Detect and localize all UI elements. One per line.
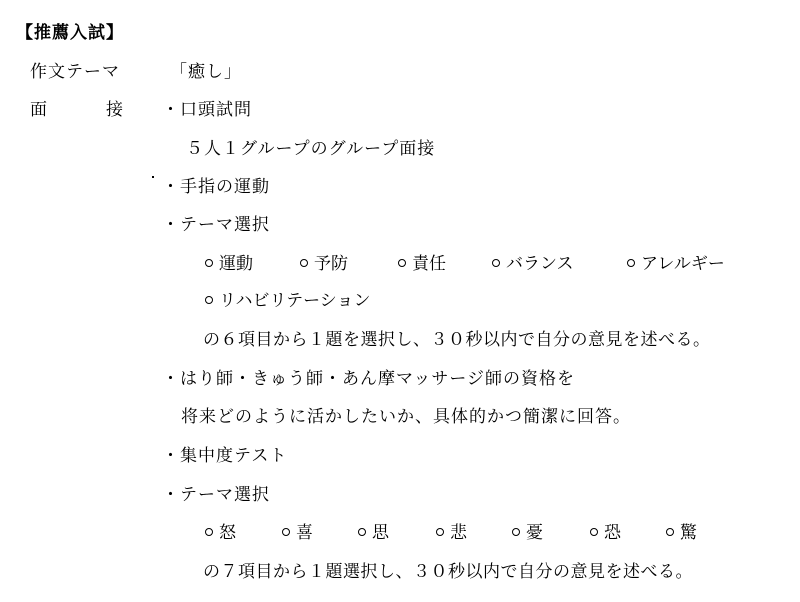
emotion-option [282,523,313,543]
circle-bullet-icon [627,259,635,267]
group-interview-text: ５人１グループのグループ面接 [186,139,436,159]
section-heading: 【推薦入試】 [16,23,124,43]
option-label: 悲 [450,523,467,543]
circle-bullet-icon [512,528,520,536]
qualification-continued: 将来どのように活かしたいか、具体的かつ簡潔に回答。 [181,407,631,427]
theme-select-item-2: ・テーマ選択 [162,485,270,505]
theme-select-item: ・テーマ選択 [162,215,270,235]
emotion-option [205,523,236,543]
option-item [627,254,725,274]
circle-bullet-icon [282,528,290,536]
option-label: バランス [506,254,574,274]
option-item [492,254,574,274]
option-label: 運動 [219,254,253,274]
finger-exercise-item: ・手指の運動 [162,177,270,197]
emotion-option [436,523,467,543]
circle-bullet-icon [205,528,213,536]
option-label: アレルギー [641,254,725,274]
option-label: 思 [372,523,389,543]
option-label: 驚 [680,523,697,543]
stray-dot [152,176,154,178]
emotion-option [358,523,389,543]
qualification-item: ・はり師・きゅう師・あん摩マッサージ師の資格を [162,369,575,389]
option-label: 予防 [314,254,348,274]
circle-bullet-icon [398,259,406,267]
instruction-text-1: の６項目から１題を選択し、３０秒以内で自分の意見を述べる。 [203,330,711,350]
essay-label: 作文テーマ [30,62,120,82]
instruction-text-2: の７項目から１題選択し、３０秒以内で自分の意見を述べる。 [203,562,693,582]
circle-bullet-icon [358,528,366,536]
interview-label-right: 接 [106,100,124,120]
option-label: 怒 [219,523,236,543]
option-label: 喜 [296,523,313,543]
circle-bullet-icon [300,259,308,267]
circle-bullet-icon [590,528,598,536]
option-label: 責任 [412,254,446,274]
circle-bullet-icon [492,259,500,267]
emotion-option [590,523,621,543]
concentration-test-item: ・集中度テスト [162,446,288,466]
option-item [205,254,253,274]
option-label: 恐 [604,523,621,543]
emotion-option [512,523,543,543]
interview-label-left: 面 [30,100,48,120]
option-item [205,291,370,311]
option-item [300,254,348,274]
option-item [398,254,446,274]
emotion-option [666,523,697,543]
option-label: リハビリテーション [219,291,371,311]
circle-bullet-icon [666,528,674,536]
circle-bullet-icon [205,259,213,267]
circle-bullet-icon [205,296,213,304]
circle-bullet-icon [436,528,444,536]
option-label: 憂 [526,523,543,543]
essay-theme: 「癒し」 [170,62,242,82]
oral-exam-item: ・口頭試問 [162,100,252,120]
